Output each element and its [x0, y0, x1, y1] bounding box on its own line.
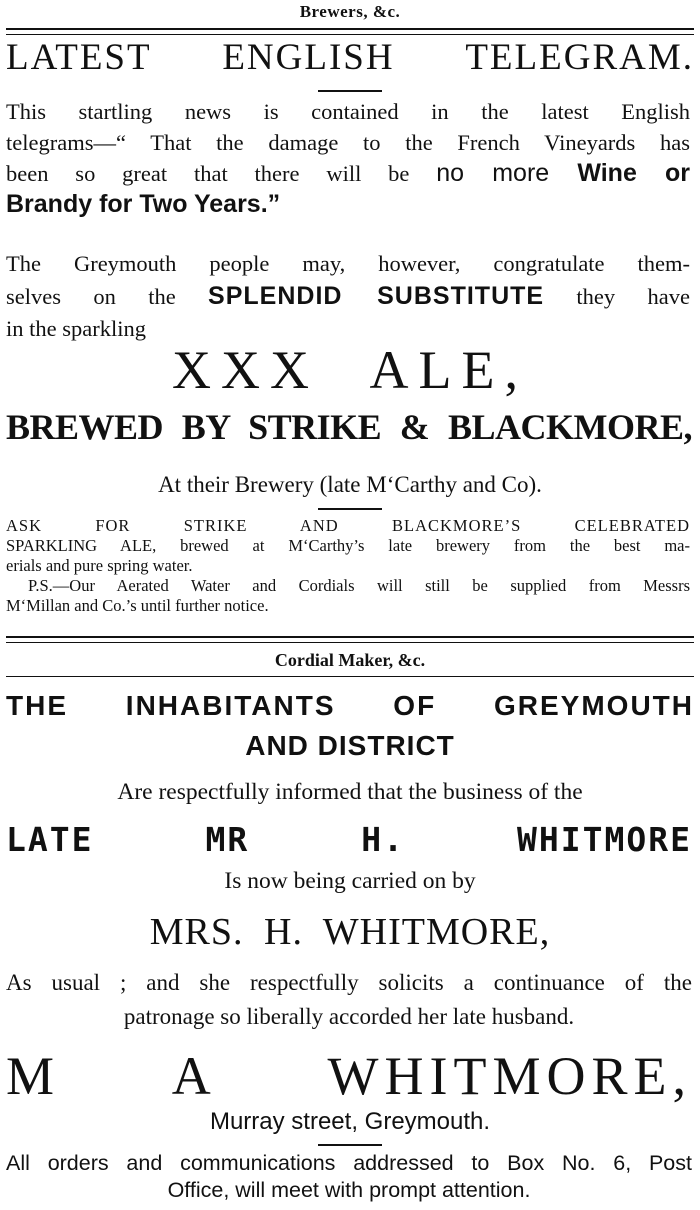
para2-line2-a: selves on the: [6, 284, 209, 309]
para1-no-more: no more: [436, 159, 550, 187]
small-line4: P.S.—Our Aerated Water and Cordials will still be supplied from Messrs: [28, 576, 690, 595]
splendid-substitute: SPLENDID SUBSTITUTE: [208, 282, 545, 310]
brewer-name: BREWED BY STRIKE & BLACKMORE,: [6, 407, 692, 447]
small-line1: ASK FOR STRIKE AND BLACKMORE’S CELEBRATED: [6, 516, 690, 535]
para1-wine-or: Wine or: [549, 159, 690, 187]
small-line2: SPARKLING ALE, brewed at M‘Carthy’s late brewery from the best ma-: [6, 536, 690, 555]
inhabitants-line1: THE INHABITANTS OF GREYMOUTH: [6, 690, 694, 721]
orders-line2: Office, will meet with prompt attention.: [167, 1178, 531, 1202]
short-divider: [318, 90, 382, 92]
telegram-paragraph: [6, 96, 690, 220]
orders-line1: All orders and communications addressed to Box No. 6, Post: [6, 1151, 692, 1175]
mrs-whitmore: MRS. H. WHITMORE,: [149, 911, 551, 953]
orders-paragraph: [6, 1150, 692, 1204]
informed-line: Are respectfully informed that the business of the: [117, 779, 583, 805]
para1-line3: [6, 158, 690, 189]
para2-line2: [6, 280, 690, 313]
para1-line2: telegrams—“ That the damage to the French Vineyards has: [6, 130, 690, 155]
divider-rule: [6, 676, 694, 677]
para2-line1: The Greymouth people may, however, congratulate them-: [6, 251, 690, 276]
brewery-location: At their Brewery (late M‘Carthy and Co).: [158, 472, 542, 497]
usual-line2: patronage so liberally accorded her late husband.: [123, 1004, 575, 1029]
para2-line2-c: they have: [544, 284, 690, 309]
carried-on-line: Is now being carried on by: [224, 868, 476, 894]
section-divider: [6, 636, 694, 643]
address-line: Murray street, Greymouth.: [209, 1108, 491, 1135]
short-divider: [318, 508, 382, 510]
late-mr-whitmore: LATE MR H. WHITMORE: [6, 820, 692, 859]
ad-title-telegram: LATEST ENGLISH TELEGRAM.: [6, 37, 694, 78]
small-print: [6, 516, 690, 616]
para1-line3-a: been so great that there will be: [6, 161, 437, 186]
usual-line1: As usual ; and she respectfully solicits a continuance of the: [6, 970, 692, 995]
short-divider: [318, 1144, 382, 1146]
product-name: XXX ALE,: [172, 340, 528, 400]
small-line3: erials and pure spring water.: [6, 556, 193, 575]
usual-paragraph: [6, 966, 692, 1034]
para1-line1: This startling news is contained in the latest English: [6, 99, 690, 124]
para1-line4: Brandy for Two Years.”: [6, 190, 281, 218]
para2-line3: in the sparkling: [6, 316, 146, 341]
section-heading-brewers: Brewers, &c.: [299, 2, 401, 21]
ma-whitmore: M A WHITMORE,: [6, 1046, 692, 1106]
ad-title-inhabitants: [6, 686, 694, 766]
substitute-paragraph: [6, 248, 690, 345]
section-heading-cordial: Cordial Maker, &c.: [274, 650, 426, 670]
inhabitants-line2: AND DISTRICT: [245, 730, 455, 761]
small-line5: M‘Millan and Co.’s until further notice.: [6, 596, 269, 615]
